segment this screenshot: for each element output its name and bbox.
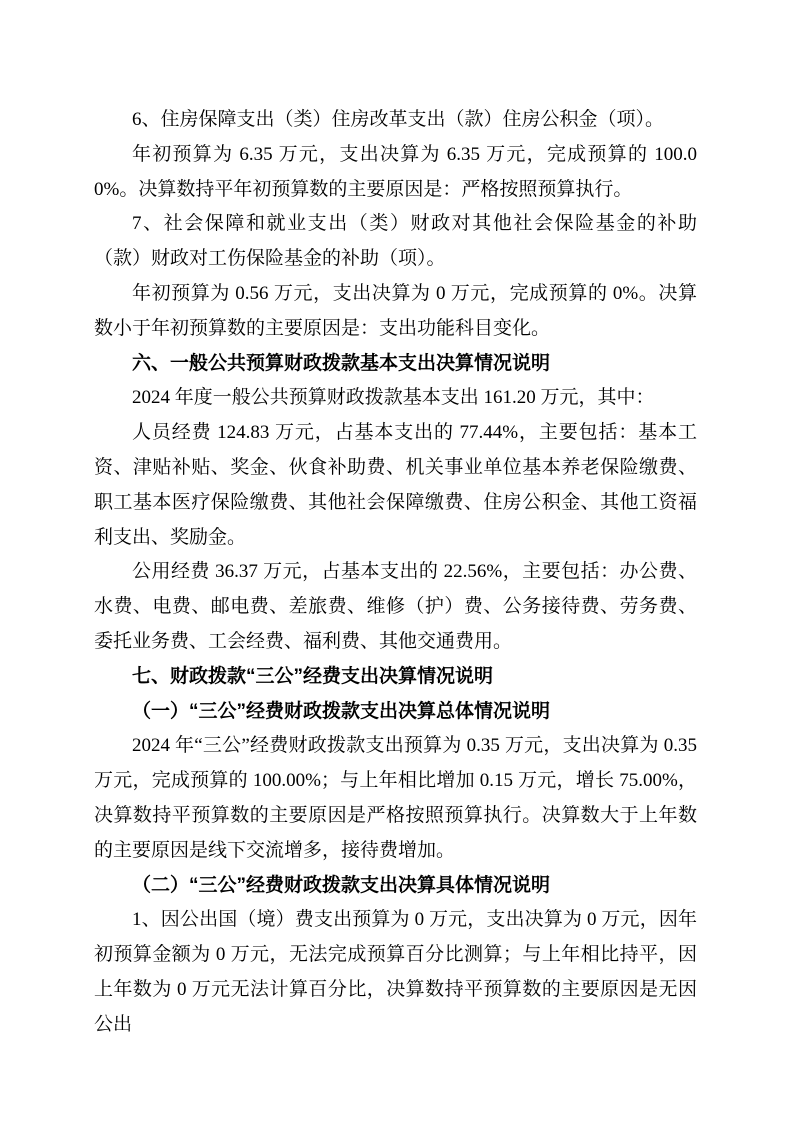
- para-three-public-overview: 2024 年“三公”经费财政拨款支出预算为 0.35 万元，支出决算为 0.35 万元，完成预算的 100.00%；与上年相比增加 0.15 万元，增长 75.00%，决算数持平预算数的主要原因是严格按照预算执行。决算数大于上年数的主要原因是线下交流增多，接待费增加。: [94, 735, 697, 861]
- document-body: [94, 103, 697, 1043]
- para-item7-social-security-subject: 7、社会保障和就业支出（类）财政对其他社会保险基金的补助（款）财政对工伤保险基金的补助（项）。: [94, 213, 697, 270]
- para-item6-housing-subject: 6、住房保障支出（类）住房改革支出（款）住房公积金（项）。: [132, 109, 665, 130]
- heading-sub-two-detail: （二）“三公”经费财政拨款支出决算具体情况说明: [132, 874, 551, 896]
- para-basic-expenditure-total: 2024 年度一般公共预算财政拨款基本支出 161.20 万元，其中：: [132, 387, 655, 409]
- heading-sub-one-overview: （一）“三公”经费财政拨款支出决算总体情况说明: [132, 700, 551, 722]
- heading-section-seven: 七、财政拨款“三公”经费支出决算情况说明: [132, 665, 494, 687]
- para-personnel-funds: 人员经费 124.83 万元，占基本支出的 77.44%，主要包括：基本工资、津贴补贴、奖金、伙食补助费、机关事业单位基本养老保险缴费、职工基本医疗保险缴费、其他社会保障缴费、住房公积金、其他工资福利支出、奖励金。: [94, 422, 697, 548]
- heading-section-six: 六、一般公共预算财政拨款基本支出决算情况说明: [132, 352, 551, 374]
- para-item7-budget-detail: 年初预算为 0.56 万元，支出决算为 0 万元，完成预算的 0%。决算数小于年初预算数的主要原因是：支出功能科目变化。: [94, 282, 697, 339]
- para-item1-abroad-expense: 1、因公出国（境）费支出预算为 0 万元，支出决算为 0 万元，因年初预算金额为 0 万元，无法完成预算百分比测算；与上年相比持平，因上年数为 0 万元无法计算百分比，决算数持平预算数的主要原因是无因公出: [94, 909, 697, 1035]
- para-item6-budget-detail: 年初预算为 6.35 万元，支出决算为 6.35 万元，完成预算的 100.00%。决算数持平年初预算数的主要原因是：严格按照预算执行。: [94, 143, 697, 200]
- para-public-funds: 公用经费 36.37 万元，占基本支出的 22.56%，主要包括：办公费、水费、电费、邮电费、差旅费、维修（护）费、公务接待费、劳务费、委托业务费、工会经费、福利费、其他交通费用。: [94, 561, 697, 652]
